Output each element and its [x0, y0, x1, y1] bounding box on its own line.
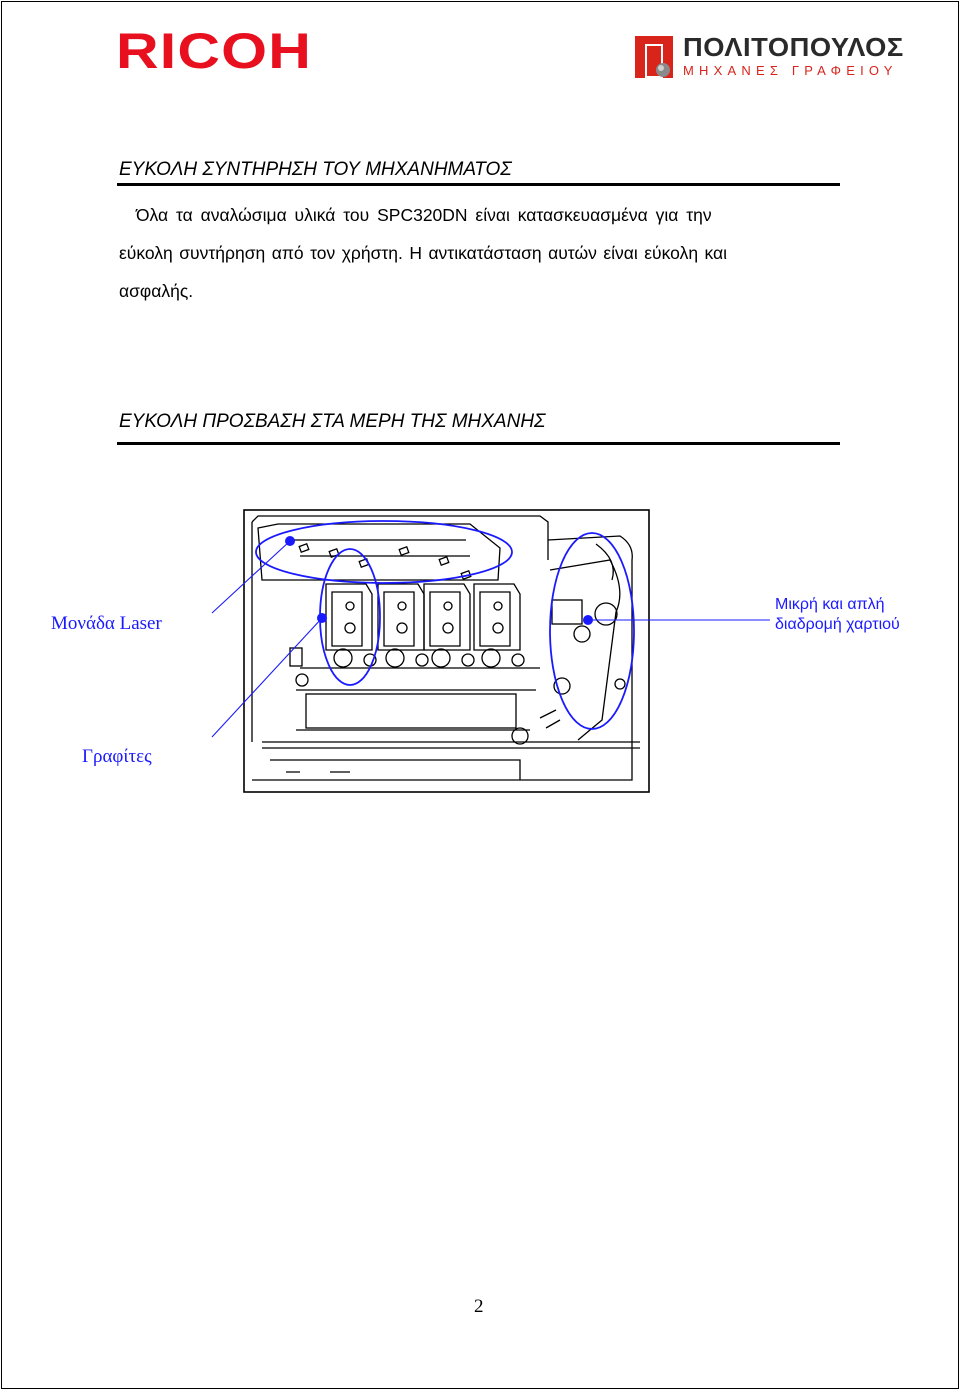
ricoh-logo: RICOH [116, 23, 313, 79]
callout-paper-path-line1: Μικρή και απλή [775, 596, 885, 613]
callout-laser-unit: Μονάδα Laser [51, 613, 162, 634]
callout-toners: Γραφίτες [82, 746, 152, 767]
dealer-name: ΠΟΛΙΤΟΠΟΥΛΟΣ [683, 32, 904, 62]
body-text-line: ασφαλής. [119, 281, 194, 301]
body-text-line: εύκολη συντήρηση από τον χρήστη. Η αντικατάσταση αυτών είναι εύκολη και [119, 243, 728, 263]
callout-paper-path-line2: διαδρομή χαρτιού [775, 616, 900, 633]
section-heading-maintenance: ΕΥΚΟΛΗ ΣΥΝΤΗΡΗΣΗ ΤΟΥ ΜΗΧΑΝΗΜΑΤΟΣ [119, 159, 512, 180]
body-text-line: Όλα τα αναλώσιμα υλικά του SPC320DN είναι κατασκευασμένα για την [136, 205, 712, 225]
page-number: 2 [474, 1296, 484, 1317]
dealer-tagline: ΜΗΧΑΝΕΣ ΓΡΑΦΕΙΟΥ [683, 63, 898, 78]
section-heading-access: ΕΥΚΟΛΗ ΠΡΟΣΒΑΣΗ ΣΤΑ ΜΕΡΗ ΤΗΣ ΜΗΧΑΝΗΣ [119, 411, 546, 432]
